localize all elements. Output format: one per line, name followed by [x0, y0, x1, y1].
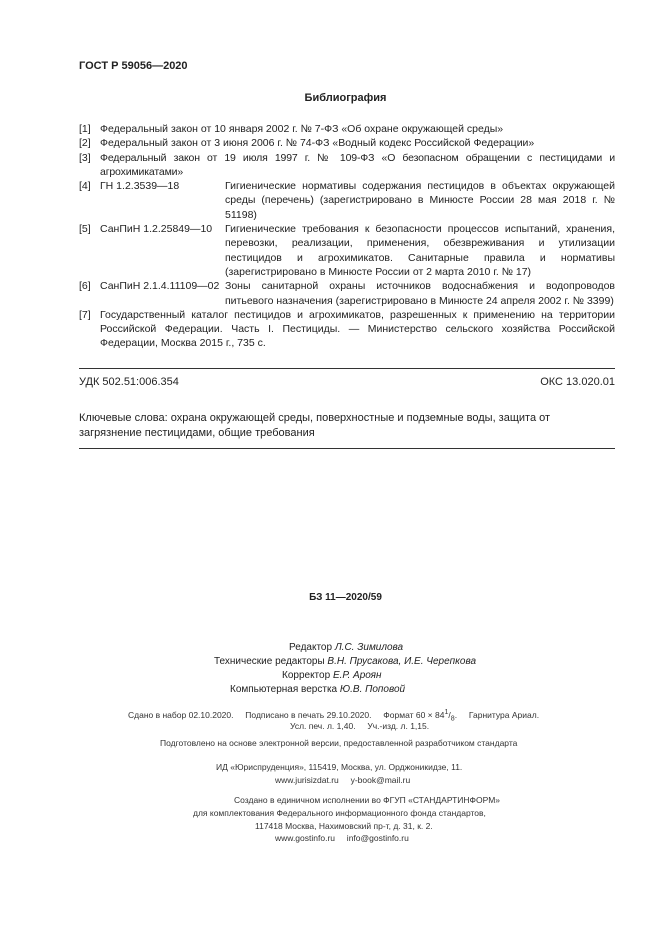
prepared-note: Подготовлено на основе электронной версии, предоставленной разработчиком стандарта — [160, 738, 518, 748]
ref-text: Федеральный закон от 3 июня 2006 г. № 74-ФЗ «Водный кодекс Российской Федерации» — [100, 137, 535, 150]
ref-number: [5] — [79, 223, 91, 236]
layout-name: Ю.В. Поповой — [339, 684, 406, 695]
editor-name: Л.С. Зимилова — [334, 642, 404, 653]
udk-code: УДК 502.51:006.354 — [79, 376, 179, 388]
ref-text: Федеральный закон от 19 июля 1997 г. № 109-ФЗ «О безопасном обращении с пестицидами и агрохимикатами» — [100, 151, 615, 178]
ref-designation: ГН 1.2.3539—18 — [100, 180, 180, 193]
bz-code: БЗ 11—2020/59 — [309, 592, 382, 603]
format-fraction-numerator: 1 — [444, 708, 449, 716]
ref-number: [1] — [79, 123, 91, 135]
bibliography-title: Библиография — [304, 92, 387, 104]
print-info-line1: Сдано в набор 02.10.2020. Подписано в печать 29.10.2020. Формат $60 \times 84^1/_8$. Гарнитура Ариал. — [128, 708, 540, 723]
format-fraction-denominator: 8 — [450, 714, 455, 723]
ref-text: Гигиенические нормативы содержания пестицидов в объектах окружающей среды (перечень) (зарегистрировано в Минюсте России 28 мая 2018 г. № 51198) — [225, 180, 615, 221]
tech-editors-names: В.Н. Прусакова, И.Е. Черепкова — [327, 656, 477, 667]
layout-label: Компьютерная верстка — [230, 684, 338, 695]
producer-purpose: для комплектования Федерального информационного фонда стандартов, — [193, 808, 486, 818]
keywords: Ключевые слова: охрана окружающей среды, поверхностные и подземные воды, защита от загрязнение пестицидами, общие требования — [79, 412, 551, 439]
ref-text: Государственный каталог пестицидов и агрохимикатов, разрешенных к применению на территории Российской Федерации. Часть I. Пестициды. — Министерство сельского хозяйства Российской Федерации, Москва 2015 г., 735 с. — [100, 308, 615, 350]
ref-text: Гигиенические требования к безопасности процессов испытаний, хранения, перевозки, реализации, применения, обезвреживания и утилизации пестицидов и агрохимикатов. Санитарные правила и нормативы (зарегистрировано в Минюсте России от 2 марта 2010 г. № 17) — [225, 223, 615, 278]
corrector-name: Е.Р. Ароян — [332, 670, 382, 681]
document-code: ГОСТ Р 59056—2020 — [79, 60, 188, 72]
publisher-address: ИД «Юриспруденция», 115419, Москва, ул. Орджоникидзе, 11. — [216, 762, 463, 772]
print-info-line2: Усл. печ. л. 1,40. Уч.-изд. л. 1,15. — [290, 721, 430, 731]
publisher-contacts: www.jurisizdat.ru y-book@mail.ru — [275, 775, 411, 785]
ref-number: [4] — [79, 180, 91, 193]
ref-designation: СанПиН 2.1.4.11109—02 — [100, 280, 220, 293]
ref-number: [2] — [79, 137, 91, 150]
ref-number: [7] — [79, 308, 91, 321]
editor-label: Редактор — [289, 642, 333, 653]
producer-line: Создано в единичном исполнении во ФГУП «СТАНДАРТИНФОРМ» — [234, 795, 501, 805]
ref-number: [6] — [79, 280, 91, 293]
producer-address: 117418 Москва, Нахимовский пр-т, д. 31, к. 2. — [255, 821, 433, 831]
oks-code: ОКС 13.020.01 — [540, 376, 615, 388]
tech-editors-label: Технические редакторы — [214, 656, 325, 667]
ref-text: Федеральный закон от 10 января 2002 г. № 7-ФЗ «Об охране окружающей среды» — [100, 123, 504, 135]
ref-designation: СанПиН 1.2.25849—10 — [100, 223, 213, 236]
producer-contacts: www.gostinfo.ru info@gostinfo.ru — [275, 833, 409, 843]
corrector-label: Корректор — [282, 670, 331, 681]
ref-text: Зоны санитарной охраны источников водоснабжения и водопроводов питьевого назначения (зарегистрировано в Минюсте 24 апреля 2002 г. № 3399) — [225, 280, 615, 307]
ref-number: [3] — [79, 151, 91, 164]
